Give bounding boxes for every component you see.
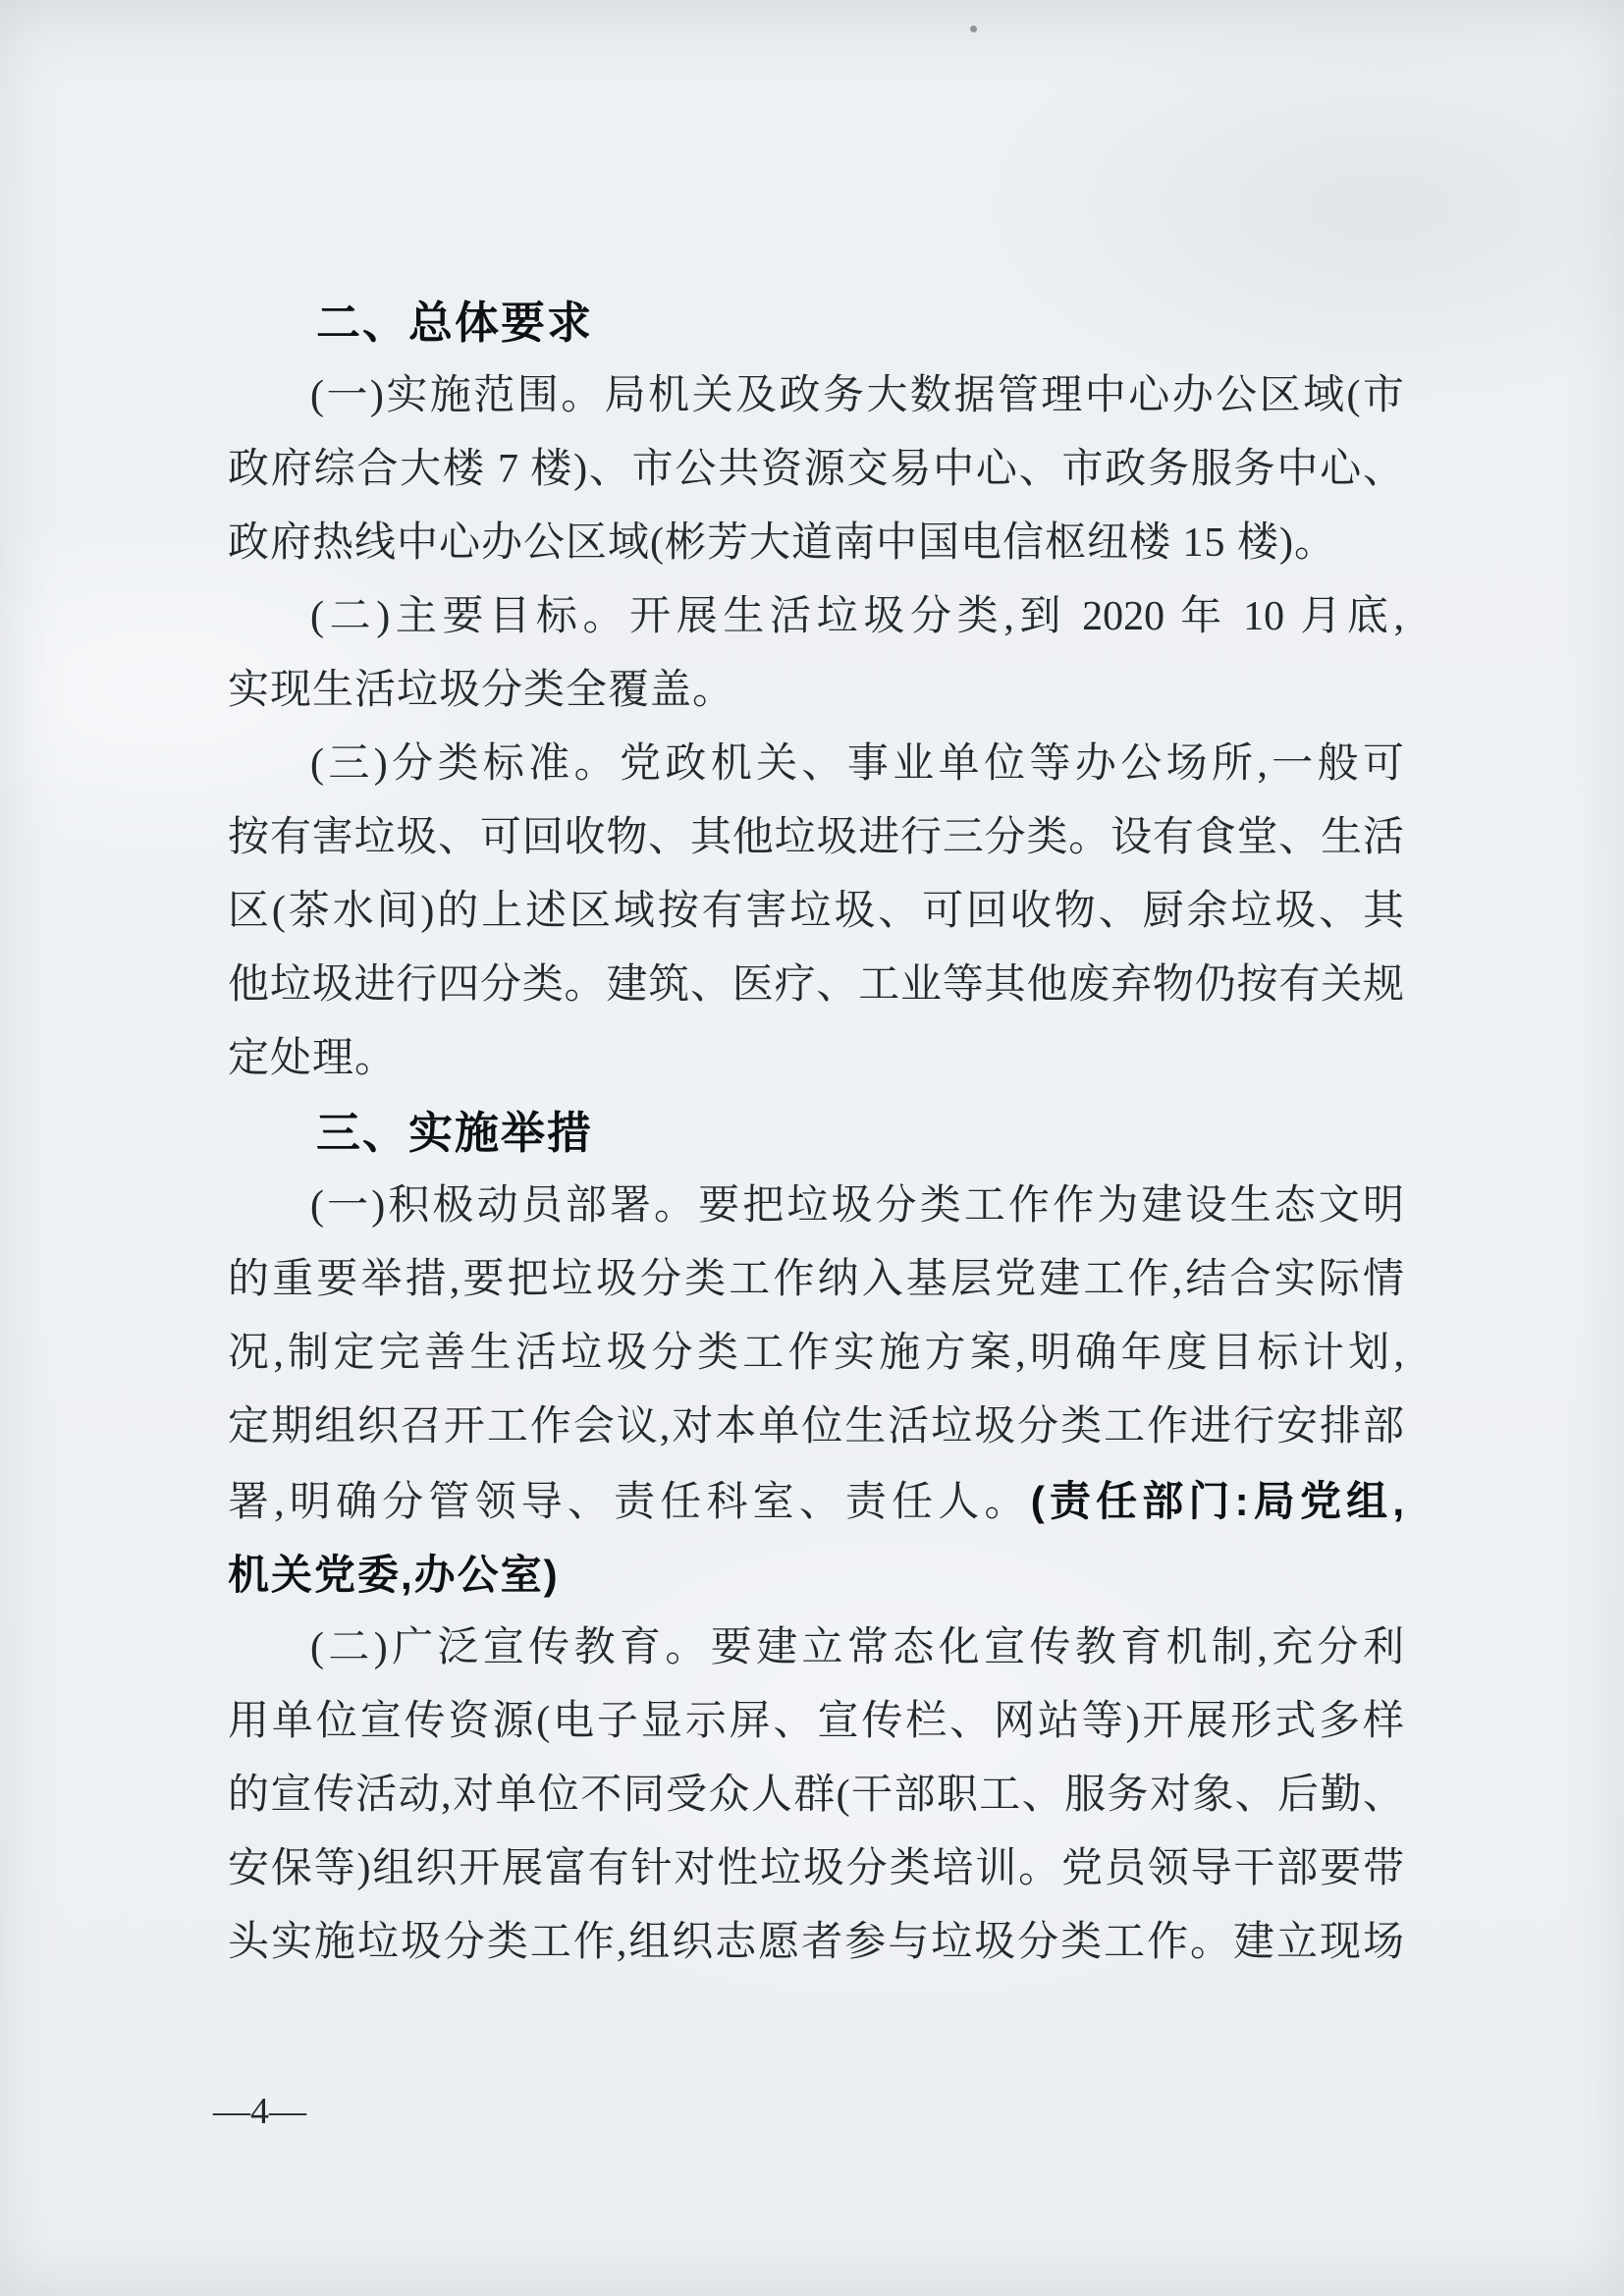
paragraph-line: (二)主要目标。开展生活垃圾分类,到 2020 年 10 月底, <box>310 594 1404 639</box>
document-body <box>228 286 1404 1980</box>
paragraph-line: 的重要举措,要把垃圾分类工作纳入基层党建工作,结合实际情 <box>228 1257 1404 1302</box>
paragraph-line: 区(茶水间)的上述区域按有害垃圾、可回收物、厨余垃圾、其 <box>228 889 1404 934</box>
paragraph-line: 政府综合大楼 7 楼)、市公共资源交易中心、市政务服务中心、 <box>228 447 1404 492</box>
page-number: —4— <box>213 2091 306 2132</box>
responsible-department-bold-text: (责任部门:局党组, <box>1030 1478 1404 1524</box>
paragraph-line: (二)广泛宣传教育。要建立常态化宣传教育机制,充分利 <box>310 1625 1404 1670</box>
paragraph-line: 安保等)组织开展富有针对性垃圾分类培训。党员领导干部要带 <box>228 1846 1404 1891</box>
section-heading-implementation-measures: 三、实施举措 <box>316 1108 594 1158</box>
paragraph-line: 的宣传活动,对单位不同受众人群(干部职工、服务对象、后勤、 <box>228 1773 1404 1818</box>
paragraph-line: 实现生活垃圾分类全覆盖。 <box>228 668 735 713</box>
paragraph-line: 他垃圾进行四分类。建筑、医疗、工业等其他废弃物仍按有关规 <box>228 962 1404 1008</box>
paragraph-line: 政府热线中心办公区域(彬芳大道南中国电信枢纽楼 15 楼)。 <box>228 520 1336 566</box>
paragraph-line: (一)实施范围。局机关及政务大数据管理中心办公区域(市 <box>310 373 1404 418</box>
paragraph-line: (三)分类标准。党政机关、事业单位等办公场所,一般可 <box>310 741 1404 787</box>
section-heading-overall-requirements: 二、总体要求 <box>316 298 594 348</box>
paragraph-line: 况,制定完善生活垃圾分类工作实施方案,明确年度目标计划, <box>228 1331 1404 1376</box>
line-text: 署,明确分管领导、责任科室、责任人。 <box>228 1480 1031 1525</box>
paragraph-line: 按有害垃圾、可回收物、其他垃圾进行三分类。设有食堂、生活 <box>228 815 1404 860</box>
paragraph-line: (一)积极动员部署。要把垃圾分类工作作为建设生态文明 <box>310 1183 1404 1229</box>
paragraph-line: 定处理。 <box>228 1036 398 1081</box>
scan-speck <box>970 26 977 32</box>
responsible-department-bold-line: 机关党委,办公室) <box>228 1552 560 1598</box>
paragraph-line: 定期组织召开工作会议,对本单位生活垃圾分类工作进行安排部 <box>228 1404 1404 1449</box>
paragraph-line: 用单位宣传资源(电子显示屏、宣传栏、网站等)开展形式多样 <box>228 1699 1404 1744</box>
paragraph-line: 头实施垃圾分类工作,组织志愿者参与垃圾分类工作。建立现场 <box>228 1920 1404 1965</box>
paragraph-line-with-responsible-department <box>228 1464 1404 1538</box>
